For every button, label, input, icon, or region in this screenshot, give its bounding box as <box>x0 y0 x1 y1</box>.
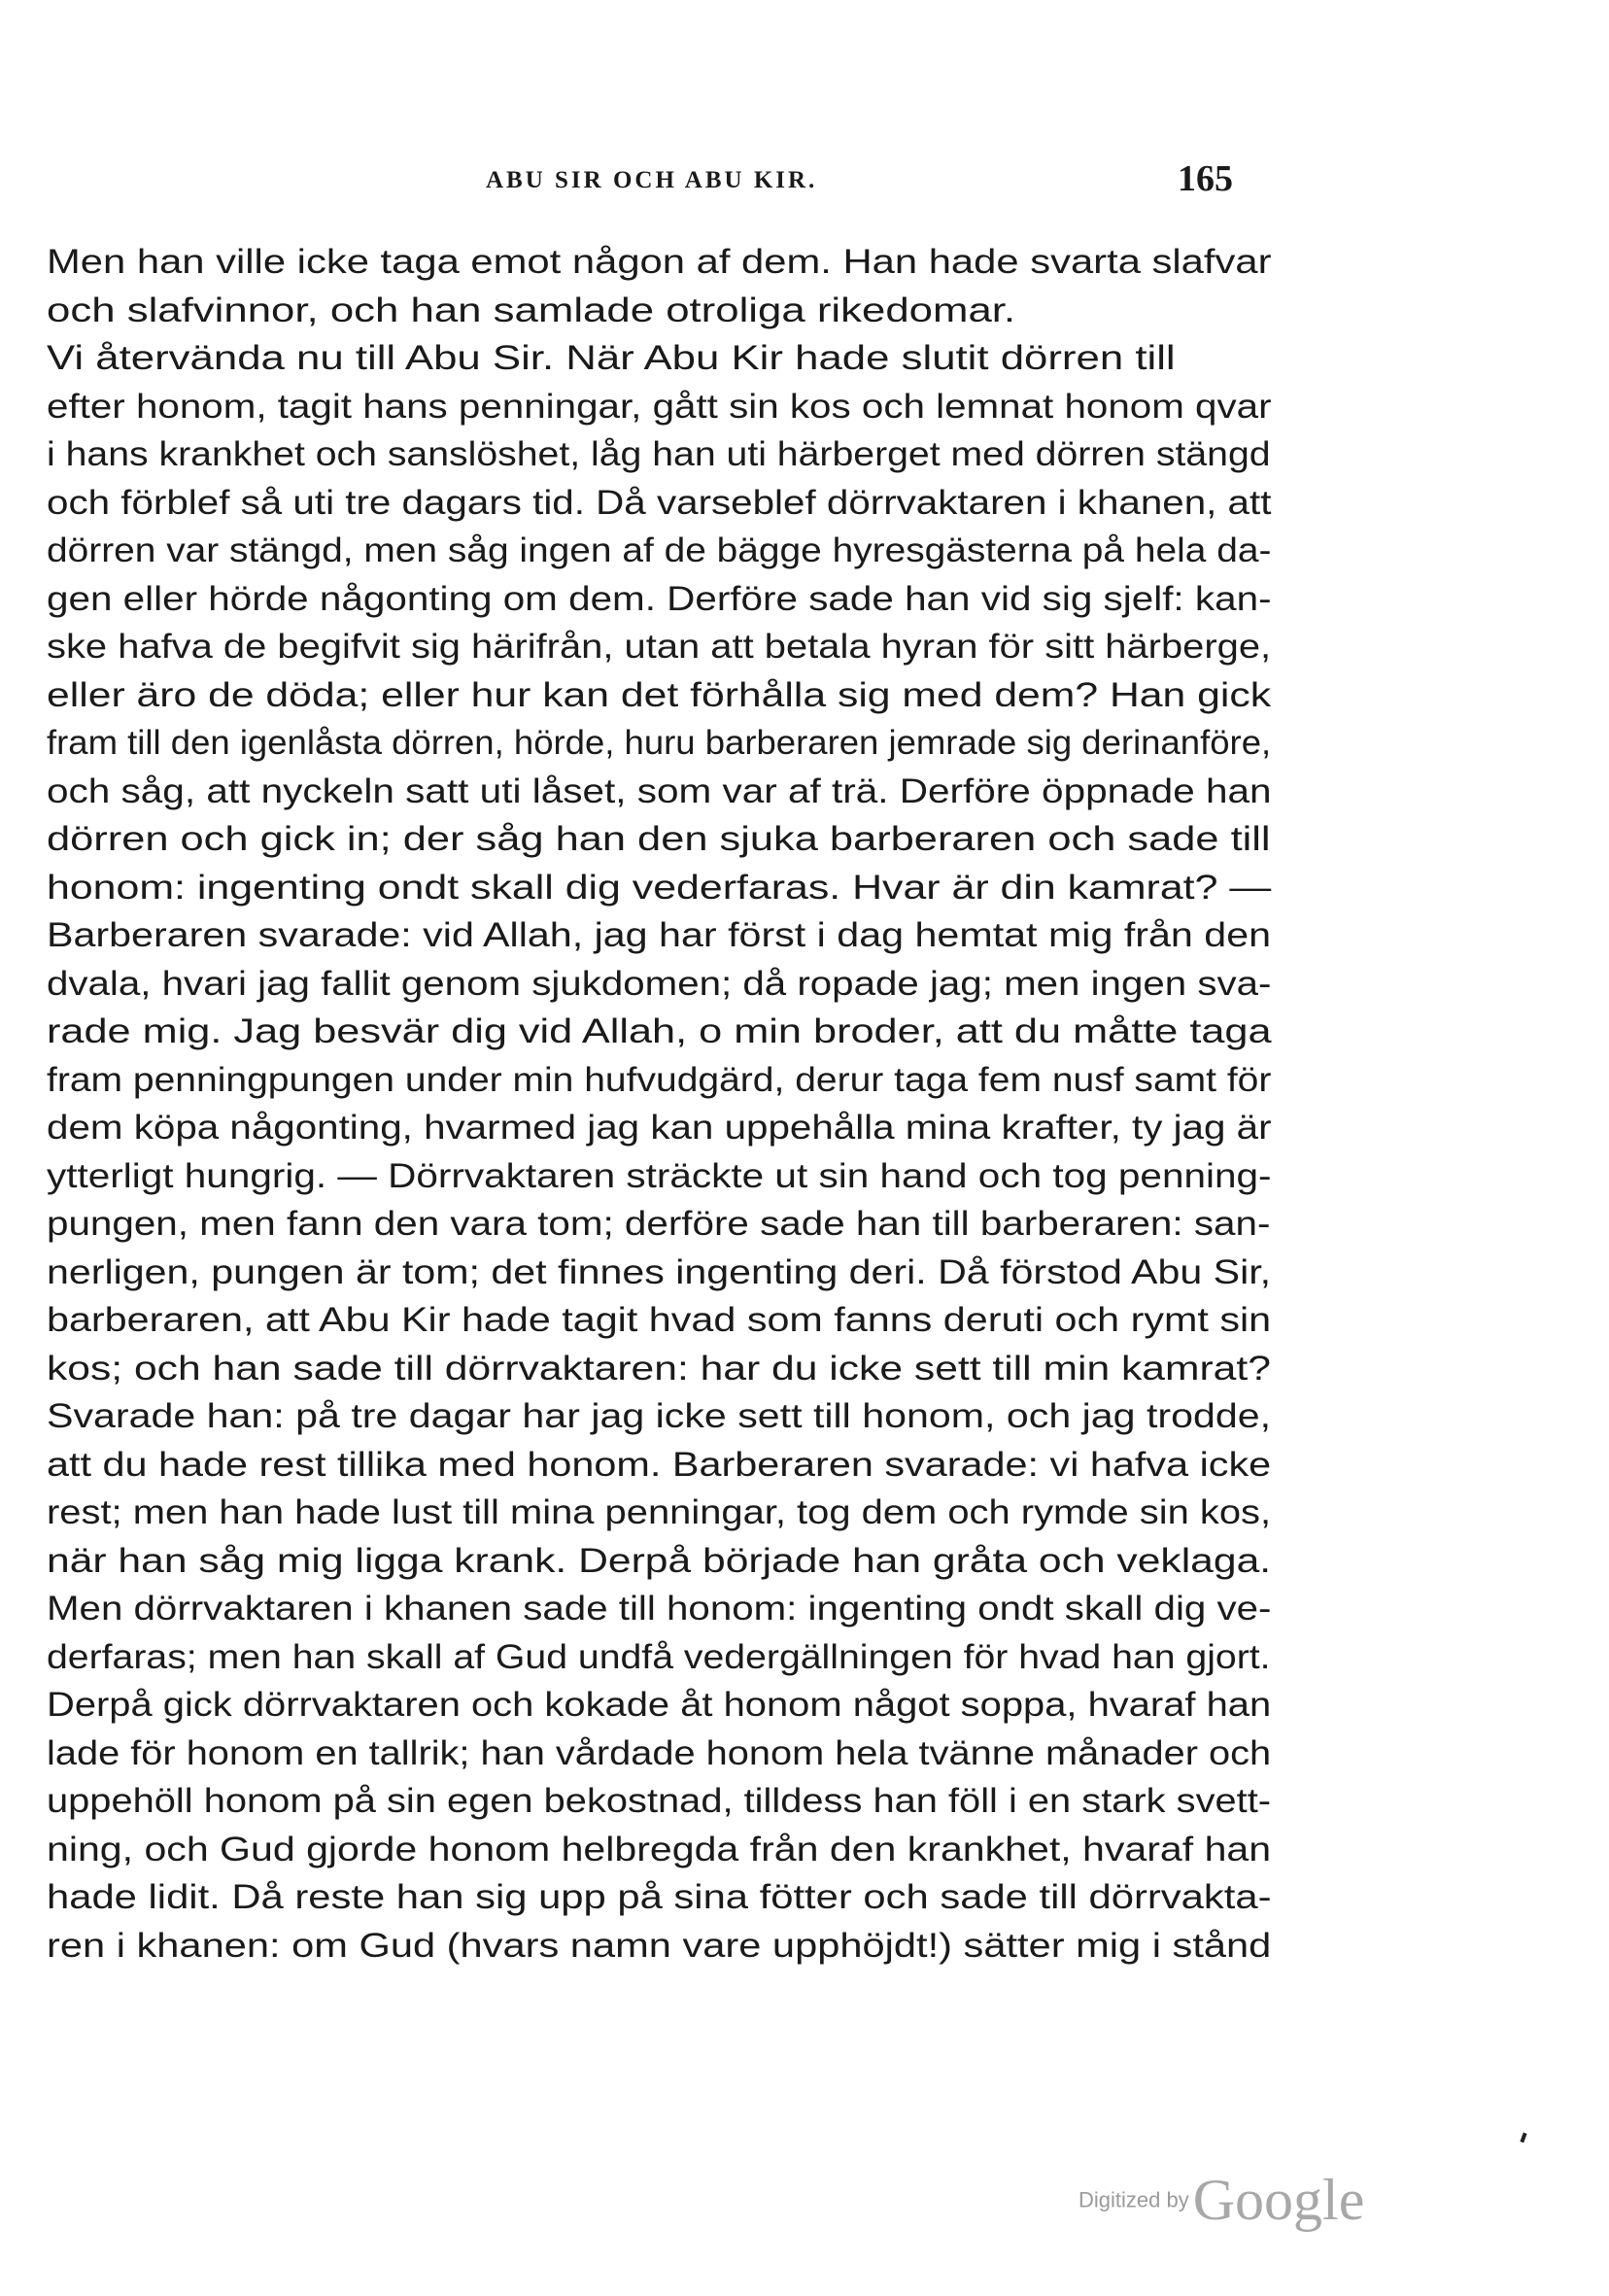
text-line: Vi återvända nu till Abu Sir. När Abu Kir hade slutit dörren till <box>47 339 1176 377</box>
text-line: att du hade rest tillika med honom. Barberaren svarade: vi hafva icke <box>47 1445 1272 1484</box>
text-line: Svarade han: på tre dagar har jag icke sett till honom, och jag trodde, <box>47 1397 1272 1435</box>
digitized-watermark <box>1078 2167 1364 2234</box>
text-line: gen eller hörde någonting om dem. Derföre sade han vid sig sjelf: kan- <box>47 579 1272 618</box>
text-line: uppehöll honom på sin egen bekostnad, tilldess han föll i en stark svett- <box>47 1782 1272 1820</box>
text-line: dvala, hvari jag fallit genom sjukdomen; då ropade jag; men ingen sva- <box>47 964 1272 1003</box>
text-line: Derpå gick dörrvaktaren och kokade åt honom något soppa, hvaraf han <box>47 1686 1272 1724</box>
text-line: kos; och han sade till dörrvaktaren: har du icke sett till min kamrat? <box>47 1349 1271 1388</box>
text-line: hade lidit. Då reste han sig upp på sina fötter och sade till dörrvakta- <box>47 1878 1272 1916</box>
text-line: ytterligt hungrig. — Dörrvaktaren sträckte ut sin hand och tog penning- <box>47 1156 1272 1195</box>
page-number: 165 <box>1178 158 1233 199</box>
text-line: ning, och Gud gjorde honom helbregda från den krankhet, hvaraf han <box>47 1830 1272 1868</box>
watermark-prefix: Digitized by <box>1078 2187 1189 2212</box>
watermark-brand: Google <box>1192 2168 1365 2232</box>
text-line: dörren var stängd, men såg ingen af de bägge hyresgästerna på hela da- <box>47 531 1272 569</box>
text-line: barberaren, att Abu Kir hade tagit hvad som fanns deruti och rymt sin <box>47 1301 1272 1339</box>
margin-mark <box>1520 2133 1526 2143</box>
text-line: dem köpa någonting, hvarmed jag kan uppehålla mina krafter, ty jag är <box>47 1109 1272 1147</box>
text-line: rest; men han hade lust till mina penningar, tog dem och rymde sin kos, <box>47 1493 1272 1531</box>
text-line: Barberaren svarade: vid Allah, jag har först i dag hemtat mig från den <box>47 916 1272 954</box>
text-line: och förblef så uti tre dagars tid. Då varseblef dörrvaktaren i khanen, att <box>47 483 1272 522</box>
text-line: derfaras; men han skall af Gud undfå vedergällningen för hvad han gjort. <box>47 1637 1271 1676</box>
body-text <box>47 238 1271 1970</box>
text-line: fram penningpungen under min hufvudgärd, derur taga fem nusf samt för <box>47 1060 1272 1099</box>
text-line: och såg, att nyckeln satt uti låset, som var af trä. Derföre öppnade han <box>47 771 1272 810</box>
text-line: när han såg mig ligga krank. Derpå började han gråta och veklaga. <box>47 1541 1272 1580</box>
text-line: rade mig. Jag besvär dig vid Allah, o min broder, att du måtte taga <box>47 1012 1272 1050</box>
text-line: ren i khanen: om Gud (hvars namn vare upphöjdt!) sätter mig i stånd <box>47 1926 1272 1965</box>
text-line: Men dörrvaktaren i khanen sade till honom: ingenting ondt skall dig ve- <box>47 1590 1272 1628</box>
text-line: pungen, men fann den vara tom; derföre sade han till barberaren: san- <box>47 1205 1271 1243</box>
text-line: lade för honom en tallrik; han vårdade honom hela tvänne månader och <box>47 1733 1272 1772</box>
running-title: ABU SIR OCH ABU KIR. <box>486 167 818 193</box>
text-line: ske hafva de begifvit sig härifrån, utan att betala hyran för sitt härberge, <box>47 628 1272 666</box>
text-line: efter honom, tagit hans penningar, gått sin kos och lemnat honom qvar <box>47 387 1272 426</box>
text-line: dörren och gick in; der såg han den sjuka barberaren och sade till <box>47 820 1271 858</box>
text-line: honom: ingenting ondt skall dig vederfaras. Hvar är din kamrat? — <box>47 868 1272 907</box>
text-line: i hans krankhet och sanslöshet, låg han uti härberget med dörren stängd <box>47 435 1271 473</box>
text-line: fram till den igenlåsta dörren, hörde, huru barberaren jemrade sig derinanföre, <box>47 724 1272 762</box>
text-line: nerligen, pungen är tom; det finnes ingenting deri. Då förstod Abu Sir, <box>47 1252 1272 1291</box>
text-line: Men han ville icke taga emot någon af dem. Han hade svarta slafvar <box>47 243 1272 281</box>
text-line: eller äro de döda; eller hur kan det förhålla sig med dem? Han gick <box>47 675 1272 714</box>
text-line: och slafvinnor, och han samlade otroliga rikedomar. <box>47 291 1016 329</box>
